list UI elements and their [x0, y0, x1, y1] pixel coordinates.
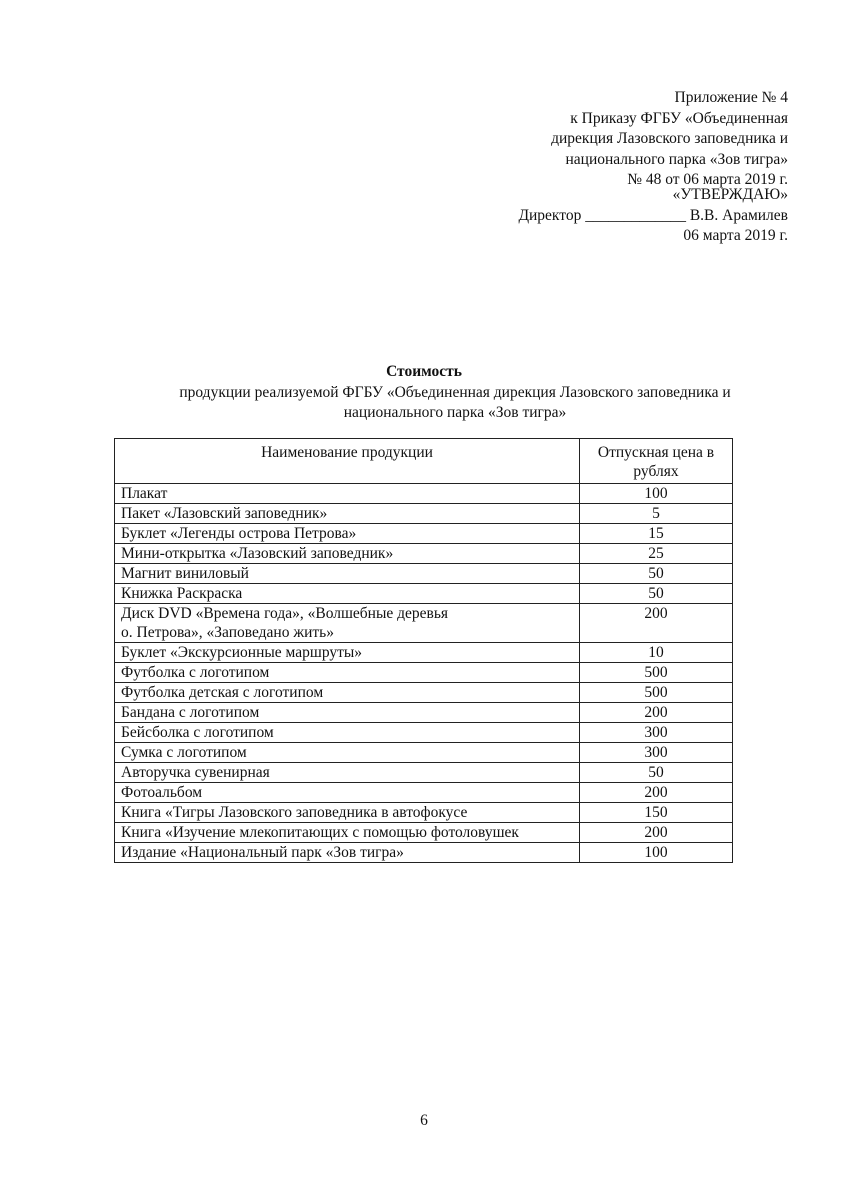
table-row [115, 504, 733, 524]
approval-date: 06 марта 2019 г. [683, 227, 788, 244]
table-row [115, 544, 733, 564]
product-price: 200 [580, 604, 733, 643]
annex-order-number-date: № 48 от 06 марта 2019 г. [627, 171, 788, 188]
product-price: 200 [580, 783, 733, 803]
product-price: 15 [580, 524, 733, 544]
product-name-cell [115, 584, 580, 604]
product-name: Футболка детская с логотипом [121, 684, 324, 701]
approval-stamp: «УТВЕРЖДАЮ» [672, 186, 788, 203]
header-price: Отпускная цена в рублях [580, 439, 733, 484]
product-price: 50 [580, 763, 733, 783]
document-title: Стоимость [386, 363, 462, 380]
annex-number: Приложение № 4 [674, 89, 788, 106]
product-name: Буклет «Экскурсионные маршруты» [121, 644, 363, 661]
product-name: Пакет «Лазовский заповедник» [121, 505, 328, 522]
subtitle-line-1: продукции реализуемой ФГБУ «Объединенная дирекция Лазовского заповедника и [179, 384, 731, 401]
table-row [115, 524, 733, 544]
product-price: 50 [580, 564, 733, 584]
subtitle-line-2: национального парка «Зов тигра» [343, 404, 567, 421]
product-price: 500 [580, 663, 733, 683]
product-name: Книжка Раскраска [121, 585, 243, 602]
product-name: Книга «Изучение млекопитающих с помощью фотоловушек [121, 824, 519, 841]
header-product-name: Наименование продукции [115, 439, 580, 484]
product-name: Издание «Национальный парк «Зов тигра» [121, 844, 404, 861]
product-name-cell [115, 564, 580, 584]
table-row [115, 843, 733, 863]
table-row [115, 484, 733, 504]
product-name-cell [115, 544, 580, 564]
annex-order-line: к Приказу ФГБУ «Объединенная [570, 109, 788, 127]
product-name-continued: о. Петрова», «Заповедано жить» [121, 624, 334, 641]
table-row [115, 663, 733, 683]
table-row [115, 823, 733, 843]
product-name-cell [115, 484, 580, 504]
product-name-cell [115, 524, 580, 544]
product-name: Бейсболка с логотипом [121, 724, 274, 741]
table-header-row [115, 439, 733, 484]
product-name-cell [115, 703, 580, 723]
product-price: 100 [580, 484, 733, 504]
table-row [115, 643, 733, 663]
product-name: Буклет «Легенды острова Петрова» [121, 525, 357, 542]
product-price: 300 [580, 743, 733, 763]
product-price: 50 [580, 584, 733, 604]
table-row [115, 763, 733, 783]
table-row [115, 743, 733, 763]
product-name-cell [115, 763, 580, 783]
product-name: Сумка с логотипом [121, 744, 247, 761]
product-name-cell [115, 843, 580, 863]
annex-organization-line: дирекция Лазовского заповедника и [551, 130, 788, 147]
table-row [115, 584, 733, 604]
annex-park-line: национального парка «Зов тигра» [565, 150, 788, 168]
product-name-cell [115, 783, 580, 803]
page-number: 6 [420, 1112, 428, 1129]
product-name-cell [115, 723, 580, 743]
product-name-cell [115, 504, 580, 524]
document-subtitle [130, 383, 780, 423]
product-name: Диск DVD «Времена года», «Волшебные деревья [121, 605, 449, 622]
product-name-cell [115, 683, 580, 703]
product-name-cell [115, 803, 580, 823]
table-row [115, 723, 733, 743]
product-price: 500 [580, 683, 733, 703]
table-body [115, 484, 733, 863]
product-name: Магнит виниловый [121, 565, 249, 582]
product-price: 200 [580, 703, 733, 723]
table-row [115, 703, 733, 723]
annex-reference-block [368, 88, 788, 191]
product-price: 5 [580, 504, 733, 524]
product-name-cell [115, 604, 580, 643]
product-name: Футболка с логотипом [121, 664, 270, 681]
product-name-cell [115, 743, 580, 763]
product-name-cell [115, 823, 580, 843]
table-row [115, 604, 733, 643]
product-price: 25 [580, 544, 733, 564]
approval-block [368, 185, 788, 247]
product-name-cell [115, 663, 580, 683]
product-price: 200 [580, 823, 733, 843]
product-price: 100 [580, 843, 733, 863]
director-signature-line: Директор _____________ В.В. Арамилев [518, 206, 788, 224]
product-price: 150 [580, 803, 733, 823]
product-name: Мини-открытка «Лазовский заповедник» [121, 545, 394, 562]
table-row [115, 564, 733, 584]
product-name: Авторучка сувенирная [121, 764, 270, 781]
product-name: Бандана с логотипом [121, 704, 260, 721]
table-row [115, 683, 733, 703]
table-row [115, 803, 733, 823]
product-name: Фотоальбом [121, 784, 203, 801]
price-table [114, 438, 733, 863]
product-price: 300 [580, 723, 733, 743]
product-name: Плакат [121, 485, 168, 502]
product-name-cell [115, 643, 580, 663]
product-name: Книга «Тигры Лазовского заповедника в автофокусе [121, 804, 468, 821]
product-price: 10 [580, 643, 733, 663]
table-row [115, 783, 733, 803]
